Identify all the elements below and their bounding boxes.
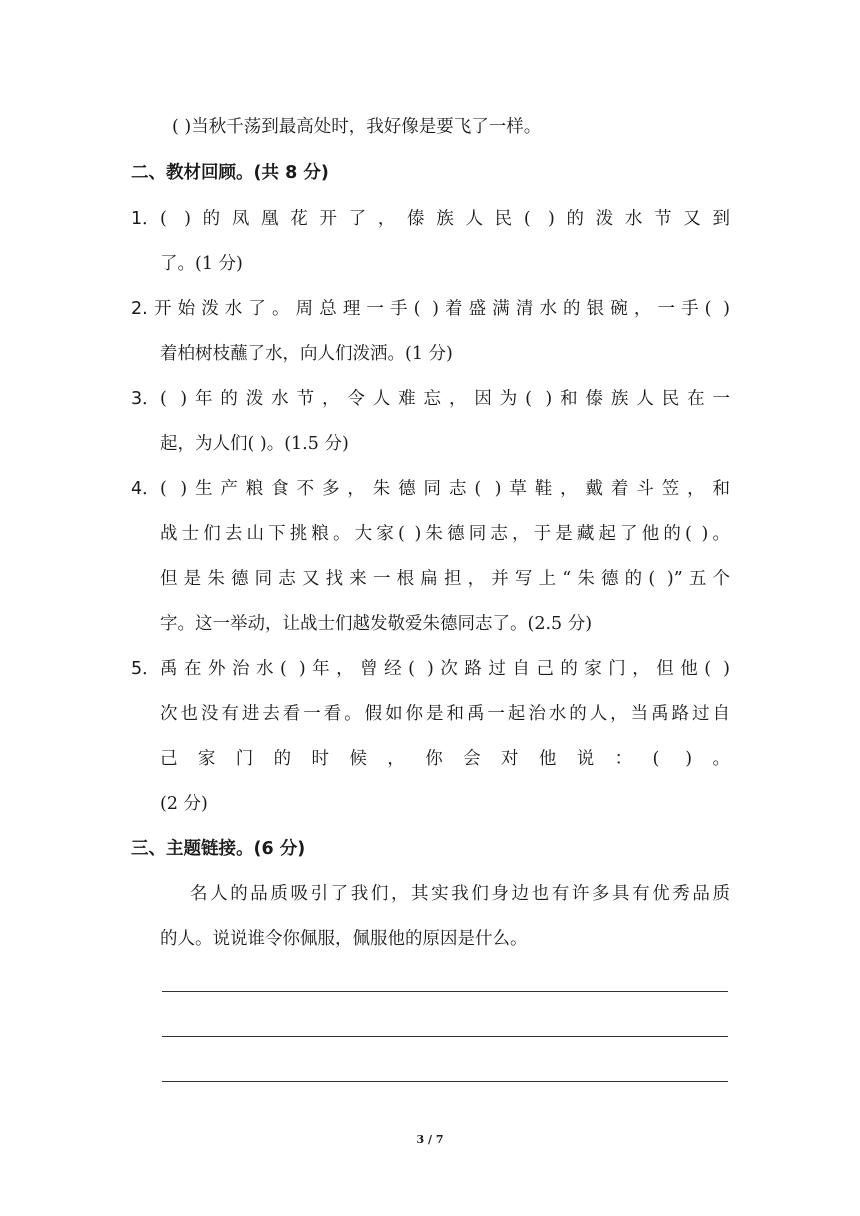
- answer-line-1[interactable]: [162, 991, 728, 992]
- item5-line4: (2 分): [160, 794, 208, 814]
- item5-line2: 次也没有进去看一看。假如你是和禹一起治水的人，当禹路过自: [160, 704, 730, 724]
- item4-line2: 战士们去山下挑粮。大家( )朱德同志，于是藏起了他的( )。: [160, 524, 730, 544]
- item2-line1: 开始泼水了。周总理一手( )着盛满清水的银碗，一手( ): [154, 299, 730, 319]
- item2-number: 2.: [131, 299, 148, 319]
- item4-line4: 字。这一举动，让战士们越发敬爱朱德同志了。(2.5 分): [160, 614, 593, 634]
- section3-heading: 三、主题链接。(6 分): [131, 839, 306, 859]
- item3-line2: 起，为人们( )。(1.5 分): [160, 434, 349, 454]
- item4-line3: 但是朱德同志又找来一根扁担，并写上“朱德的( )”五个: [160, 569, 730, 589]
- item4-number: 4．: [131, 479, 160, 499]
- answer-line-2[interactable]: [162, 1036, 728, 1037]
- item4-line1: ( )生产粮食不多，朱德同志( )草鞋，戴着斗笠，和: [160, 479, 730, 499]
- item5-line3: 己家门的时候，你会对他说：( )。: [160, 749, 730, 769]
- item1-line1: ( )的凤凰花开了，傣族人民( )的泼水节又到: [160, 209, 730, 229]
- item2-line2: 着柏树枝蘸了水，向人们泼洒。(1 分): [160, 344, 453, 364]
- intro-line: ( )当秋千荡到最高处时，我好像是要飞了一样。: [172, 117, 542, 137]
- section2-heading: 二、教材回顾。(共 8 分): [131, 163, 329, 183]
- item1-number: 1．: [131, 209, 160, 229]
- item3-number: 3．: [131, 389, 160, 409]
- item3-line1: ( )年的泼水节，令人难忘，因为( )和傣族人民在一: [160, 389, 730, 409]
- section3-prompt-line1: 名人的品质吸引了我们，其实我们身边也有许多具有优秀品质: [190, 884, 730, 904]
- page-number: 3 / 7: [416, 1133, 444, 1146]
- item5-number: 5．: [131, 659, 160, 679]
- item1-line2: 了。(1 分): [160, 254, 243, 274]
- answer-line-3[interactable]: [162, 1081, 728, 1082]
- item5-line1: 禹在外治水( )年，曾经( )次路过自己的家门，但他( ): [160, 659, 730, 679]
- section3-prompt-line2: 的人。说说谁令你佩服，佩服他的原因是什么。: [160, 929, 528, 949]
